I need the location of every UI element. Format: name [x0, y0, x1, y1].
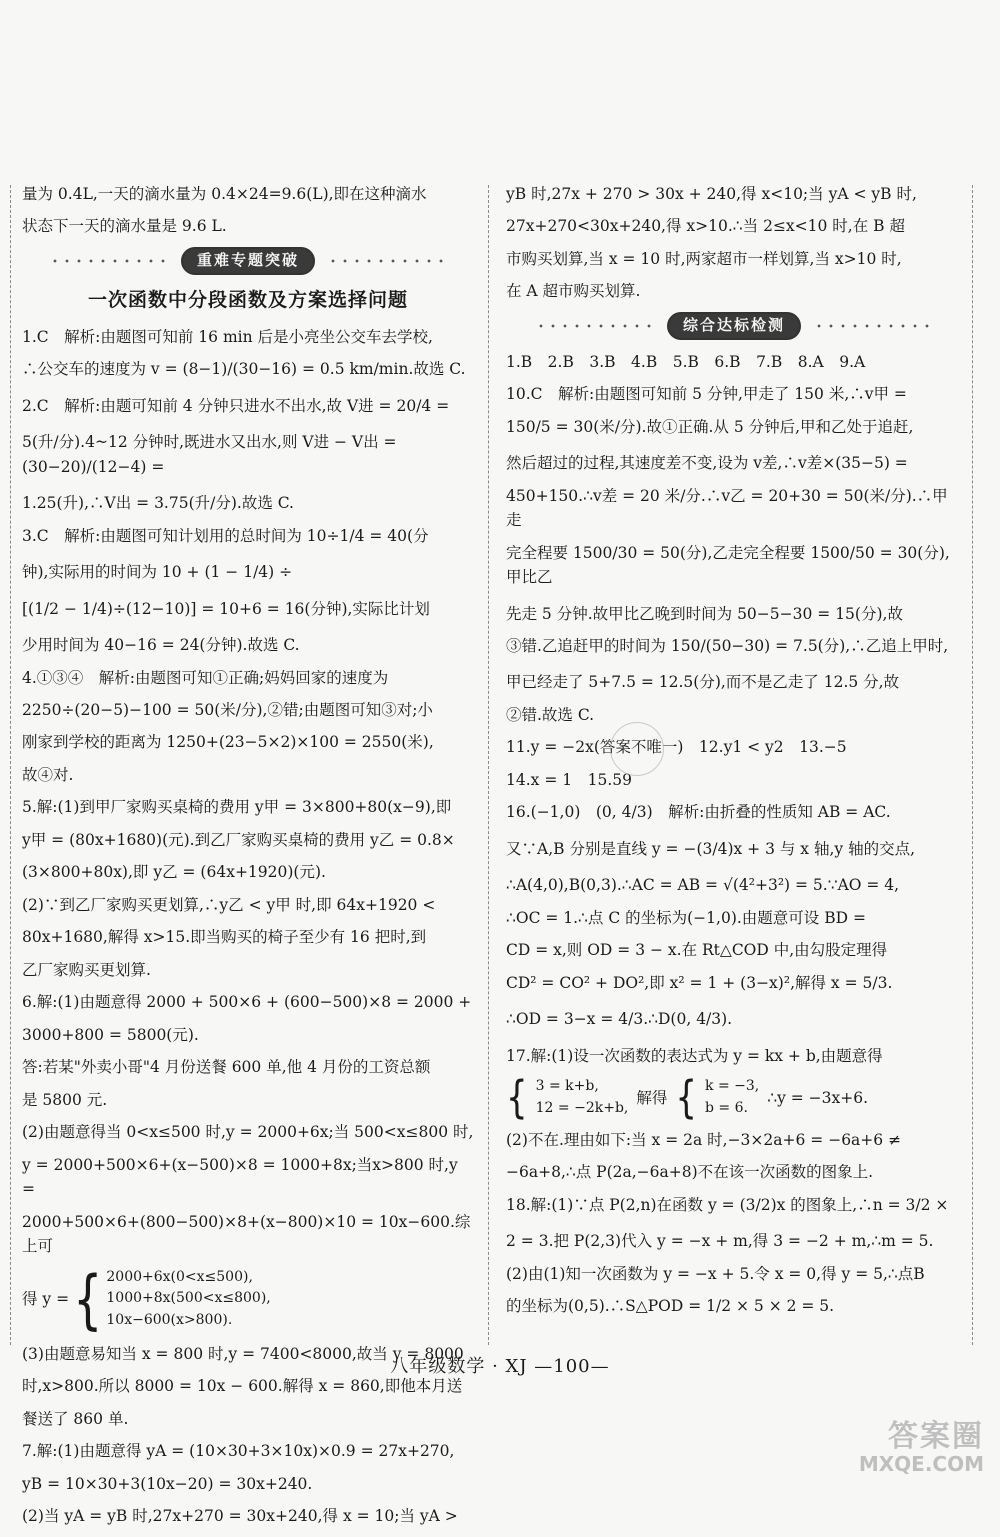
answer-line: ③错.乙追赶甲的时间为 150/(50−30) = 7.5(分),∴乙追上甲时, — [506, 636, 949, 655]
answer-line: (2)由题意得当 0<x≤500 时,y = 2000+6x;当 500<x≤800 时, — [22, 1123, 474, 1142]
answer-line: 少用时间为 40−16 = 24(分钟).故选 C. — [22, 636, 300, 655]
piecewise-case: 2000+6x(0<x≤500), — [106, 1268, 253, 1285]
answer-line: 10.C 解析:由题图可知前 5 分钟,甲走了 150 米,∴v甲 = — [506, 385, 907, 404]
answer-line: 2 = 3.把 P(2,3)代入 y = −x + m,得 3 = −2 + m,∴m = 5. — [506, 1232, 934, 1251]
solve-label: 解得 — [636, 1088, 668, 1107]
answer-line: y甲 = (80x+1680)(元).到乙厂家购买桌椅的费用 y乙 = 0.8× — [22, 830, 455, 849]
left-margin-rule — [10, 185, 11, 1345]
right-intro — [506, 182, 962, 304]
system-equation: 3 = k+b, — [535, 1078, 599, 1095]
piecewise-prefix: 得 y = — [22, 1290, 70, 1308]
answer-line: ∴A(4,0),B(0,3).∴AC = AB = √(4²+3²) = 5.∵AO = 4, — [506, 876, 900, 895]
dotted-ornament — [327, 259, 447, 263]
answer-line: 故④对. — [22, 765, 74, 784]
answer-line: 1.25(升),∴V出 = 3.75(升/分).故选 C. — [22, 494, 294, 513]
answer-line: 完全程要 1500/30 = 50(分),乙走完全程要 1500/50 = 30(分),甲比乙 — [506, 543, 950, 587]
answer-line: 6.解:(1)由题意得 2000 + 500×6 + (600−500)×8 = 2000 + — [22, 993, 472, 1012]
banner-label: 重难专题突破 — [181, 247, 315, 275]
faded-stamp-icon — [610, 722, 664, 776]
right-margin-rule — [972, 185, 973, 1345]
left-brace-icon: { — [73, 1261, 103, 1338]
answer-line: ∴OC = 1.∴点 C 的坐标为(−1,0).由题意可设 BD = — [506, 908, 866, 927]
answer-line: 答:若某"外卖小哥"4 月份送餐 600 单,他 4 月份的工资总额 — [22, 1058, 431, 1077]
watermark-url: MXQE.COM — [858, 1452, 984, 1476]
answer-line: [(1/2 − 1/4)÷(12−10)] = 10+6 = 16(分钟),实际比计划 — [22, 599, 430, 618]
center-column-rule — [488, 185, 489, 1345]
text-line: 量为 0.4L,一天的滴水量为 0.4×24=9.6(L),即在这种滴水 — [22, 185, 427, 203]
text-line: 状态下一天的滴水量是 9.6 L. — [22, 217, 227, 236]
answer-line: 然后超过的过程,其速度差不变,设为 v差,∴v差×(35−5) = — [506, 454, 908, 473]
answer-line: 1.C 解析:由题图可知前 16 min 后是小亮坐公交车去学校, — [22, 327, 433, 346]
answer-line: 14.x = 1 15.59 — [506, 770, 632, 789]
answer-line: ∴OD = 3−x = 4/3.∴D(0, 4/3). — [506, 1010, 733, 1029]
answer-line: 3000+800 = 5800(元). — [22, 1025, 199, 1044]
answer-line: 又∵A,B 分别是直线 y = −(3/4)x + 3 与 x 轴,y 轴的交点, — [506, 839, 915, 858]
answer-line: 80x+1680,解得 x>15.即当购买的椅子至少有 16 把时,到 — [22, 928, 427, 947]
text-line: 市购买划算,当 x = 10 时,两家超市一样划算,当 x>10 时, — [506, 249, 902, 268]
page-footer: 八年级数学 · XJ —100— — [390, 1356, 610, 1377]
answer-line: 是 5800 元. — [22, 1090, 108, 1109]
answer-line: 4.①③④ 解析:由题图可知①正确;妈妈回家的速度为 — [22, 668, 389, 687]
piecewise-function — [22, 1261, 474, 1338]
right-column — [506, 182, 962, 1331]
answer-line: ②错.故选 C. — [506, 705, 595, 724]
section-banner — [506, 312, 962, 340]
answer-line: (2)当 yA = yB 时,27x+270 = 30x+240,得 x = 10;当 yA > — [22, 1507, 458, 1526]
answer-line: (2)∵到乙厂家购买更划算,∴y乙 < y甲 时,即 64x+1920 < — [22, 895, 436, 914]
answer-line: 时,x>800.所以 8000 = 10x − 600.解得 x = 860,即他本月送 — [22, 1377, 463, 1396]
piecewise-case: 1000+8x(500<x≤800), — [106, 1290, 271, 1307]
answer-line: (3×800+80x),即 y乙 = (64x+1920)(元). — [22, 863, 326, 882]
dotted-ornament — [813, 324, 933, 328]
answer-list — [22, 325, 474, 1259]
dotted-ornament — [49, 259, 169, 263]
section-banner — [22, 247, 474, 275]
answer-line: 乙厂家购买更划算. — [22, 960, 151, 979]
text-line: 在 A 超市购买划算. — [506, 282, 641, 301]
answer-line: CD² = CO² + DO²,即 x² = 1 + (3−x)²,解得 x = 5/3. — [506, 973, 893, 992]
answer-line: 2250÷(20−5)−100 = 50(米/分),②错;由题图可知③对;小 — [22, 701, 433, 719]
answer-line: 先走 5 分钟.故甲比乙晚到时间为 50−5−30 = 15(分),故 — [506, 604, 903, 623]
text-line: yB 时,27x + 270 > 30x + 240,得 x<10;当 yA < yB 时, — [506, 185, 917, 203]
watermark-brand: 答案圈 — [888, 1419, 984, 1454]
answer-line: CD = x,则 OD = 3 − x.在 Rt△COD 中,由勾股定理得 — [506, 941, 888, 960]
piecewise-cases — [106, 1267, 270, 1332]
text-line: 27x+270<30x+240,得 x>10.∴当 2≤x<10 时,在 B 超 — [506, 217, 905, 236]
left-brace-icon: { — [506, 1071, 528, 1124]
left-brace-icon: { — [675, 1071, 698, 1124]
answer-line: ∴公交车的速度为 v = (8−1)/(30−16) = 0.5 km/min.故选 C. — [22, 360, 466, 379]
answer-line: 3.C 解析:由题图可知计划用的总时间为 10÷1/4 = 40(分 — [22, 526, 429, 545]
answer-line: 2000+500×6+(800−500)×8+(x−800)×10 = 10x−600.综上可 — [22, 1212, 471, 1256]
answer-line: 甲已经走了 5+7.5 = 12.5(分),而不是乙走了 12.5 分,故 — [506, 673, 900, 692]
system-equations — [536, 1076, 629, 1119]
answer-line: 的坐标为(0,5).∴S△POD = 1/2 × 5 × 2 = 5. — [506, 1297, 835, 1316]
answer-line: 钟),实际用的时间为 10 + (1 − 1/4) ÷ — [22, 563, 293, 582]
equation-system — [506, 1071, 962, 1124]
site-watermark — [808, 1418, 984, 1480]
answer-line: 餐送了 860 单. — [22, 1409, 129, 1428]
answer-line: y = 2000+500×6+(x−500)×8 = 1000+8x;当x>800 时,y = — [22, 1155, 458, 1199]
answer-line: 450+150.∴v差 = 20 米/分.∴v乙 = 20+30 = 50(米/分).∴甲走 — [506, 486, 948, 530]
section-title: 一次函数中分段函数及方案选择问题 — [87, 288, 408, 311]
answer-list-tail — [506, 1128, 962, 1319]
system-result: ∴y = −3x+6. — [767, 1088, 869, 1107]
answer-line: 1.B 2.B 3.B 4.B 5.B 6.B 7.B 8.A 9.A — [506, 352, 866, 371]
dotted-ornament — [535, 324, 655, 328]
answer-line: 5(升/分).4~12 分钟时,既进水又出水,则 V进 − V出 = (30−20)/(12−4) = — [22, 433, 397, 476]
answer-line: 5.解:(1)到甲厂家购买桌椅的费用 y甲 = 3×800+80(x−9),即 — [22, 798, 452, 817]
answer-line: 16.(−1,0) (0, 4/3) 解析:由折叠的性质知 AB = AC. — [506, 803, 891, 822]
answer-line: −6a+8,∴点 P(2a,−6a+8)不在该一次函数的图象上. — [506, 1163, 874, 1182]
answer-line: 7.解:(1)由题意得 yA = (10×30+3×10x)×0.9 = 27x+270, — [22, 1442, 455, 1461]
system-solutions — [705, 1076, 759, 1119]
piecewise-case: 10x−600(x>800). — [106, 1312, 233, 1329]
answer-line: 刚家到学校的距离为 1250+(23−5×2)×100 = 2550(米), — [22, 733, 434, 752]
left-column — [22, 182, 474, 1537]
answer-line: yB = 10×30+3(10x−20) = 30x+240. — [22, 1474, 313, 1493]
answer-line: (2)不在.理由如下:当 x = 2a 时,−3×2a+6 = −6a+6 ≠ — [506, 1130, 902, 1149]
answer-line: 2.C 解析:由题可知前 4 分钟只进水不出水,故 V进 = 20/4 = — [22, 396, 450, 415]
answer-line: (3)由题意易知当 x = 800 时,y = 7400<8000,故当 y = 8000 — [22, 1344, 464, 1363]
answer-list — [506, 350, 962, 1069]
left-intro — [22, 182, 474, 239]
system-solution: b = 6. — [705, 1099, 748, 1116]
answer-line: 18.解:(1)∵点 P(2,n)在函数 y = (3/2)x 的图象上,∴n = 3/2 × — [506, 1195, 949, 1214]
system-solution: k = −3, — [705, 1078, 760, 1095]
answer-line: 11.y = −2x(答案不唯一) 12.y1 < y2 13.−5 — [506, 738, 847, 757]
answer-line: 150/5 = 30(米/分).故①正确.从 5 分钟后,甲和乙处于追赶, — [506, 417, 914, 436]
banner-label: 综合达标检测 — [667, 312, 801, 340]
answer-line: 17.解:(1)设一次函数的表达式为 y = kx + b,由题意得 — [506, 1046, 883, 1065]
answer-line: (2)由(1)知一次函数为 y = −x + 5.令 x = 0,得 y = 5,∴点B — [506, 1264, 925, 1283]
system-equation: 12 = −2k+b, — [535, 1099, 629, 1116]
